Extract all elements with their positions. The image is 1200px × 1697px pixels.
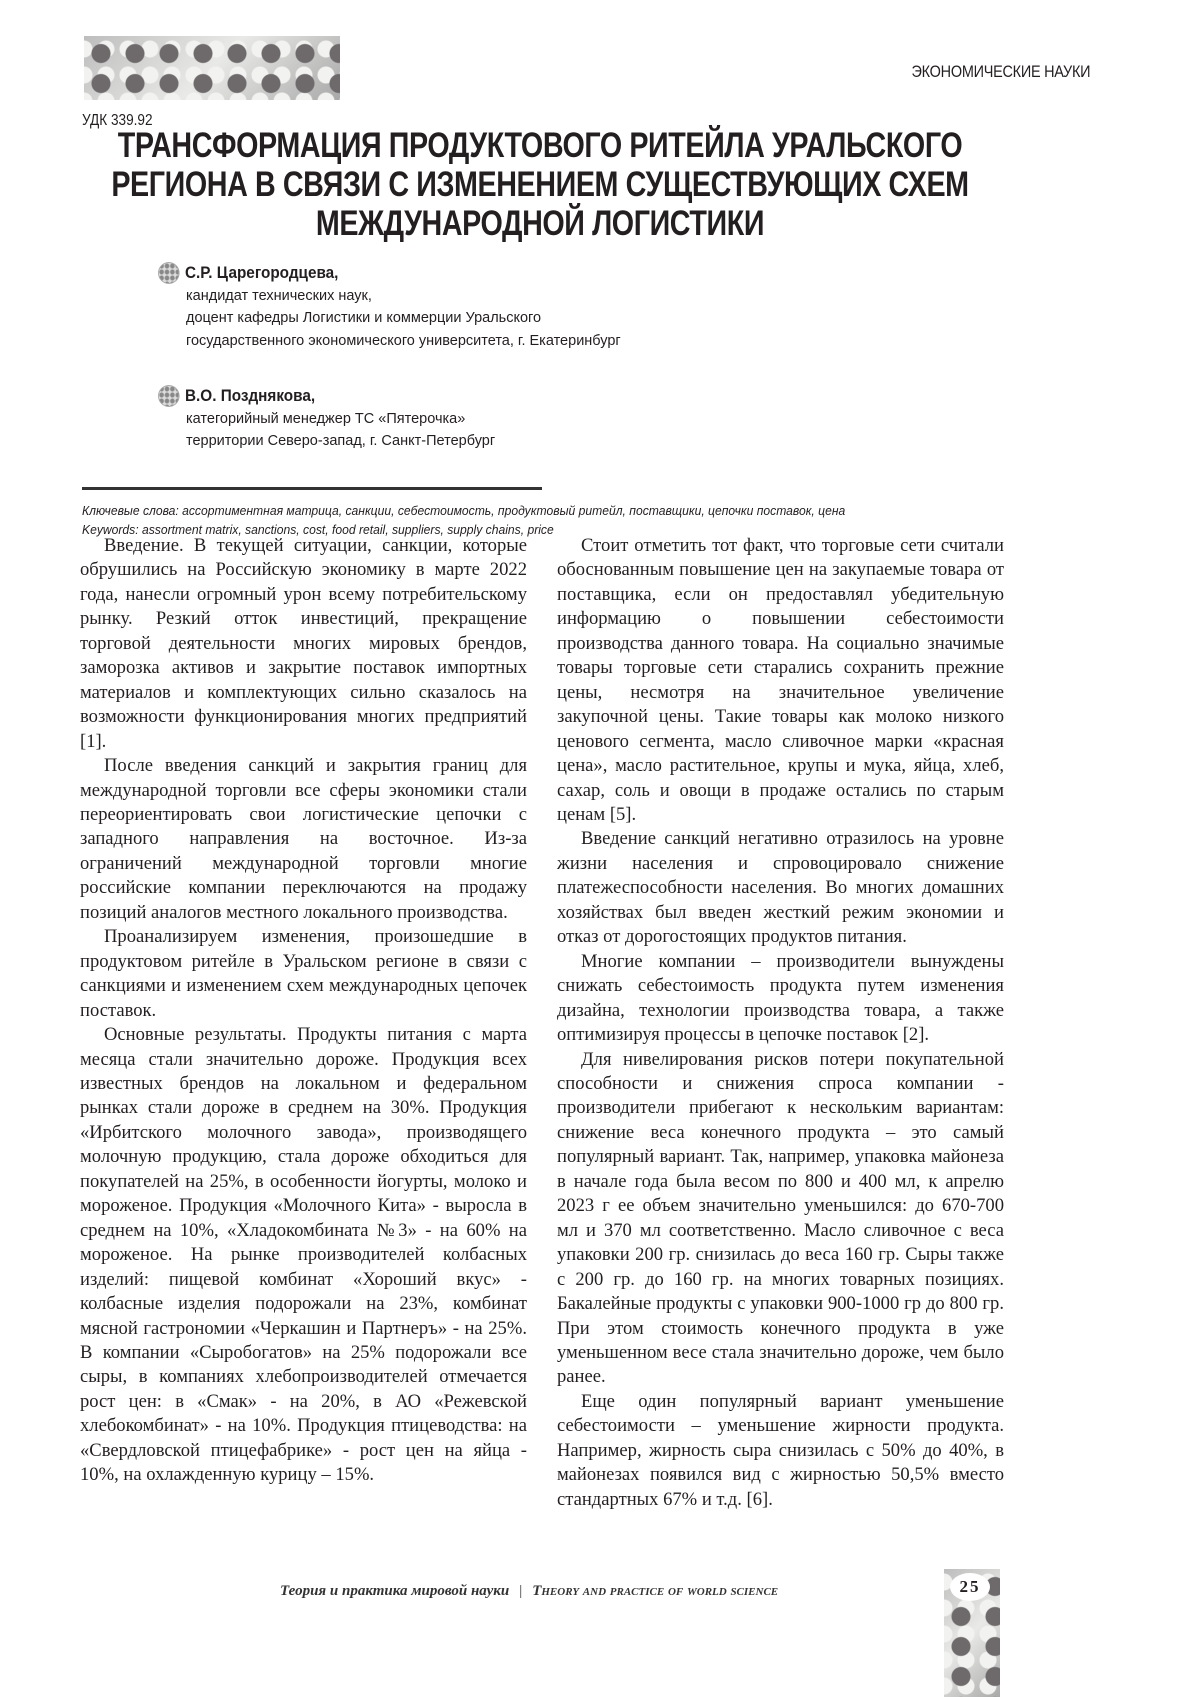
article-title: ТРАНСФОРМАЦИЯ ПРОДУКТОВОГО РИТЕЙЛА УРАЛЬСКОГО РЕГИОНА В СВЯЗИ С ИЗМЕНЕНИЕМ СУЩЕСТВУЮЩИХ СХЕМ МЕЖДУНАРОДНОЙ ЛОГИСТИКИ	[64, 126, 1015, 243]
author-affiliation: территории Северо-запад, г. Санкт-Петербург	[186, 430, 495, 453]
author-name: С.Р. Царегородцева,	[185, 262, 338, 285]
paragraph: Введение. В текущей ситуации, санкции, которые обрушились на Российскую экономику в марте 2022 года, нанесли огромный урон всему потребительскому рынку. Резкий отток инвестиций, прекращение торговой деятельности многих мировых брендов, заморозка активов и закрытие поставок импортных материалов и комплектующих сильно сказалось на возможности функционирования многих предприятий [1].	[80, 534, 527, 754]
author-bullet-icon	[158, 385, 180, 407]
paragraph: Многие компании – производители вынуждены снижать себестоимость продукта путем изменения дизайна, технологии производства товара, а также оптимизируя процессы в цепочке поставок [2].	[557, 950, 1004, 1048]
author-block	[186, 385, 495, 453]
keywords-en: Keywords: assortment matrix, sanctions, cost, food retail, suppliers, supply chains, price	[82, 521, 845, 540]
journal-logo-pattern	[84, 36, 340, 100]
section-label: ЭКОНОМИЧЕСКИЕ НАУКИ	[911, 62, 1090, 82]
author-affiliation: категорийный менеджер ТС «Пятерочка»	[186, 408, 495, 431]
left-column	[80, 534, 527, 1488]
paragraph: Еще один популярный вариант уменьшение себестоимости – уменьшение жирности продукта. Например, жирность сыра снизилась с 50% до 40%, в майонезах появился вид с жирностью 50,5% вместо стандартных 67% и т.д. [6].	[557, 1390, 1004, 1512]
author-bullet-icon	[158, 262, 180, 284]
paragraph: Проанализируем изменения, произошедшие в продуктовом ритейле в Уральском регионе в связи с санкциями и изменением схем международных цепочек поставок.	[80, 925, 527, 1023]
journal-name-en: Theory and practice of world science	[532, 1583, 778, 1599]
paragraph: Для нивелирования рисков потери покупательной способности и снижения спроса компании - производители прибегают к нескольким вариантам: снижение веса конечного продукта – это самый популярный вариант. Так, например, упаковка майонеза в начале года была весом по 800 и 400 мл, к апрелю 2023 г ее объем значительно уменьшился: до 670-700 мл и 370 мл соответственно. Масло сливочное с веса упаковки 200 гр. снизилась до веса 160 гр. Сыры также с 200 гр. до 160 гр. на многих товарных позициях. Бакалейные продукты с упаковки 900-1000 гр до 800 гр. При этом стоимость конечного продукта в уже уменьшенном весе стала значительно дороже, чем было ранее.	[557, 1048, 1004, 1390]
paragraph: Основные результаты. Продукты питания с марта месяца стали значительно дороже. Продукция всех известных брендов на локальном и федеральном рынках стали дороже в среднем на 30%. Продукция «Ирбитского молочного завода», производящего молочную продукцию, стала дороже обходиться для покупателей на 25%, в особенности йогурты, молоко и мороженое. Продукция «Молочного Кита» - выросла в среднем на 10%, «Хладокомбината №3» - на 60% на мороженое. На рынке производителей колбасных изделий: пищевой комбинат «Хороший вкус» - колбасные изделия подорожали на 23%, комбинат мясной гастрономии «Черкашин и Партнеръ» - на 25%. В компании «Сыробогатов» на 25% подорожали все сыры, в компаниях хлебопроизводителей отмечается рост цен: в «Смак» - на 20%, в АО «Режевской хлебокомбинат» - на 10%. Продукция птицеводства: на «Свердловской птицефабрике» - рост цен на яйца - 10%, на охлажденную курицу – 15%.	[80, 1023, 527, 1488]
author-name: В.О. Позднякова,	[185, 385, 315, 408]
paragraph: Стоит отметить тот факт, что торговые сети считали обоснованным повышение цен на закупаемые товара от поставщика, если он предоставлял убедительную информацию о повышении себестоимости производства данного товара. На социально значимые товары торговые сети старались сохранить прежние цены, несмотря на значительное увеличение закупочной цены. Такие товары как молоко низкого ценового сегмента, масло сливочное марки «красная цена», масло растительное, крупы и мука, яйца, хлеб, сахар, соль и овощи в продаже остались по старым ценам [5].	[557, 534, 1004, 827]
divider	[82, 487, 542, 490]
paragraph: Введение санкций негативно отразилось на уровне жизни населения и спровоцировало снижение платежеспособности населения. Во многих домашних хозяйствах был введен жесткий режим экономии и отказ от дорогостоящих продуктов питания.	[557, 827, 1004, 949]
keywords-ru: Ключевые слова: ассортиментная матрица, санкции, себестоимость, продуктовый ритейл, поставщики, цепочки поставок, цена	[82, 502, 845, 521]
right-column	[557, 534, 1004, 1512]
paragraph: После введения санкций и закрытия границ для международной торговли все сферы экономики стали переориентировать свои логистические цепочки с западного направления на восточное. Из-за ограничений международной торговли многие российские компании переключаются на продажу позиций аналогов местного локального производства.	[80, 754, 527, 925]
footer-separator: |	[519, 1583, 522, 1599]
author-block	[186, 262, 621, 352]
udk-code: УДК 339.92	[82, 112, 153, 130]
page-number: 25	[950, 1573, 990, 1601]
journal-name-ru: Теория и практика мировой науки	[280, 1583, 509, 1599]
author-affiliation: кандидат технических наук,	[186, 285, 621, 308]
running-footer	[280, 1583, 778, 1600]
author-affiliation: государственного экономического университета, г. Екатеринбург	[186, 330, 621, 353]
author-affiliation: доцент кафедры Логистики и коммерции Уральского	[186, 307, 621, 330]
